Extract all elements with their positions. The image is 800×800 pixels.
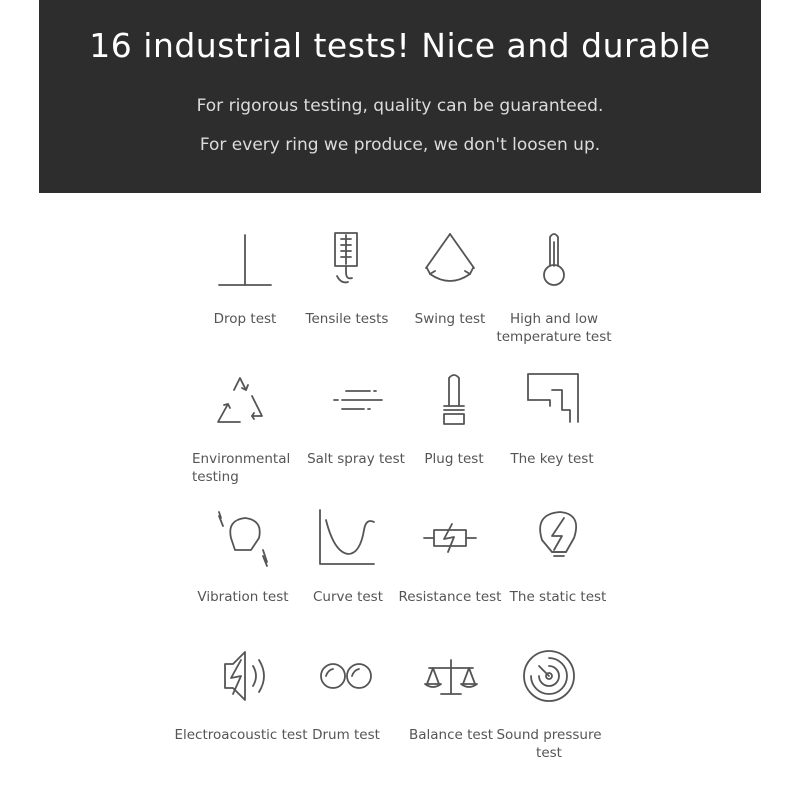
spray-lines-icon [326,370,386,430]
test-label: Resistance test [398,589,502,605]
test-label: Electroacoustic test [174,727,308,743]
subtitle-line-2: For every ring we produce, we don't loosen up. [199,135,601,155]
swing-arcs-icon [420,230,480,290]
test-label: Swing test [414,311,486,327]
speaker-icon [211,646,271,706]
page-title: 16 industrial tests! Nice and durable [89,26,711,65]
recycle-icon [210,370,270,430]
test-label: Vibration test [197,589,289,605]
static-lightning-icon [528,508,588,568]
sound-pressure-icon [519,646,579,706]
test-label: Plug test [424,451,484,467]
test-label: High and low temperature test [496,311,612,345]
test-label: The static test [509,589,607,605]
test-label: Drum test [312,727,380,743]
subtitle-line-1: For rigorous testing, quality can be guaranteed. [196,96,604,116]
drum-icon [316,646,376,706]
balance-scale-icon [421,646,481,706]
tensile-scale-icon [317,230,377,290]
test-label: The key test [510,451,594,467]
test-label: Balance test [408,727,494,743]
test-label: Tensile tests [305,311,389,327]
thermometer-icon [524,230,584,290]
test-label: Curve test [312,589,384,605]
test-label: Environmental testing [192,451,291,485]
resistor-icon [420,508,480,568]
test-label: Sound pressure test [496,727,602,761]
drop-test-icon [215,230,275,290]
vibration-bulb-icon [213,508,273,568]
curve-graph-icon [318,508,378,568]
plug-icon [424,370,484,430]
test-label: Salt spray test [307,451,405,467]
test-label: Drop test [213,311,277,327]
key-press-icon [522,370,582,430]
